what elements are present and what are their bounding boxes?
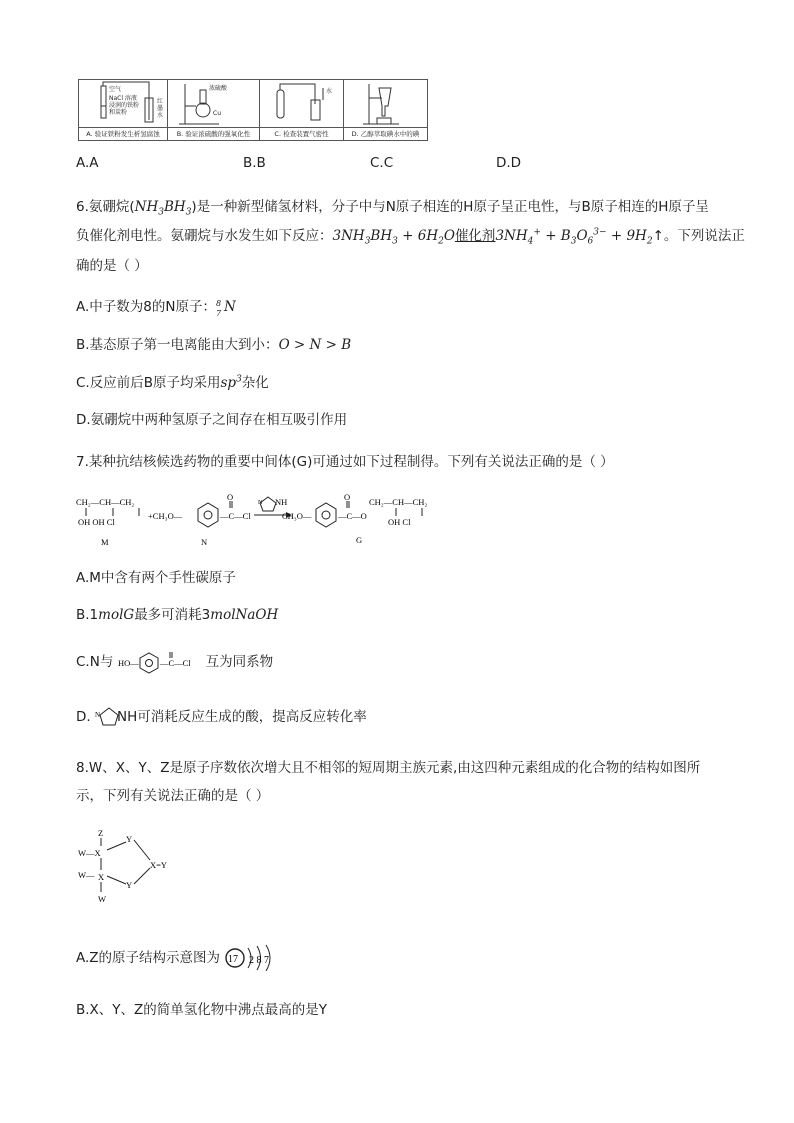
- q6-option-d: D.氨硼烷中两种氢原子之间存在相互吸引作用: [76, 412, 348, 428]
- q6-stem-line3: 确的是（ ）: [76, 258, 148, 274]
- q6-stem-line1: 6.氨硼烷$(NH_3BH_3)$是一种新型储氢材料，分子中与N原子相连的H原子呈正电性，与B原子相连的H原子呈: [76, 199, 709, 218]
- svg-text:—C—Cl: —C—Cl: [159, 658, 191, 668]
- svg-text:Z: Z: [98, 828, 104, 838]
- label-water: 水: [157, 112, 164, 119]
- label-nacl: NaCl 溶液: [109, 95, 137, 102]
- svg-text:W—: W—: [78, 870, 95, 880]
- q7-option-c: C.N与 HO— —C—Cl 互为同系物: [76, 650, 273, 674]
- svg-text:X: X: [98, 872, 105, 882]
- q5-option-d: D.D: [496, 155, 522, 171]
- svg-text:HO—: HO—: [117, 658, 139, 668]
- label-ink: 墨: [157, 105, 164, 112]
- svg-text:—C—Cl: —C—Cl: [220, 511, 251, 521]
- svg-text:Y: Y: [126, 880, 133, 890]
- svg-text:—C—O: —C—O: [338, 511, 367, 521]
- svg-text:CH₃O—: CH₃O—: [282, 511, 312, 521]
- svg-text:W—X: W—X: [78, 848, 101, 858]
- q7-option-a: A.M中含有两个手性碳原子: [76, 570, 236, 586]
- svg-text:X=Y: X=Y: [150, 860, 168, 870]
- svg-text:N: N: [258, 500, 263, 506]
- label-carbon: 和炭粉: [109, 109, 128, 116]
- caption-b: B. 验证浓硫酸的强氧化性: [168, 127, 259, 140]
- q6-stem-line2: 负催化剂电性。氨硼烷与水发生如下反应：$3NH_3BH_3 + 6H_2O$催化剂$3NH_4^+ + B_3O_6^{3-}$ + $9H_2↑$。下列说法正: [76, 227, 745, 247]
- svg-text:W: W: [98, 894, 107, 904]
- svg-text:N: N: [94, 711, 101, 719]
- q8-option-b: B.X、Y、Z的简单氢化物中沸点最高的是Y: [76, 1002, 328, 1018]
- label-air: 空气: [109, 86, 122, 93]
- label-cu: Cu: [213, 110, 221, 117]
- q7-option-d: D. N NH可消耗反应生成的酸，提高反应转化率: [76, 705, 367, 729]
- q6-option-b: B.基态原子第一电离能由大到小：O > N > B: [76, 337, 352, 353]
- svg-text:+CH₃O—: +CH₃O—: [148, 511, 183, 521]
- caption-c: C. 检查装置气密性: [260, 127, 343, 140]
- svg-text:17: 17: [228, 954, 239, 965]
- q6-option-c: C.反应前后B原子均采用$sp^3$杂化: [76, 374, 269, 391]
- q7-option-b: B.1molG最多可消耗3molNaOH: [76, 607, 279, 623]
- label-g: G: [356, 535, 363, 545]
- q7-reaction-scheme: [76, 493, 456, 549]
- label-red: 红: [157, 98, 164, 105]
- label-water-c: 水: [326, 88, 333, 95]
- svg-text:OH Cl: OH Cl: [388, 517, 411, 527]
- caption-d: D. 乙醇萃取碘水中的碘: [344, 127, 427, 140]
- svg-text:NH: NH: [275, 497, 288, 507]
- q5-option-b: B.B: [243, 155, 266, 171]
- svg-text:CH₂—CH—CH₂: CH₂—CH—CH₂: [76, 497, 135, 507]
- svg-text:O: O: [227, 493, 234, 502]
- q5-option-c: C.C: [370, 155, 394, 171]
- svg-text:CH₂—CH—CH₂: CH₂—CH—CH₂: [369, 497, 428, 507]
- q8-stem-line1: 8.W、X、Y、Z是原子序数依次增大且不相邻的短周期主族元素,由这四种元素组成的化合物的结构如图所: [76, 760, 701, 776]
- q6-option-a: A.中子数为8的N原子： 8 7 N: [76, 299, 236, 318]
- apparatus-figure: [78, 79, 428, 141]
- q5-option-a: A.A: [76, 155, 99, 171]
- q7-stem: 7.某种抗结核候选药物的重要中间体(G)可通过如下过程制得。下列有关说法正确的是（ ）: [76, 454, 614, 470]
- label-iron: 浸润的铁粉: [109, 102, 140, 109]
- caption-a: A. 验证铁粉发生析氢腐蚀: [79, 127, 167, 140]
- svg-text:O: O: [344, 493, 351, 502]
- q8-structure-diagram: [76, 828, 186, 908]
- q8-option-a: A.Z的原子结构示意图为 17 2 8 7: [76, 944, 284, 972]
- svg-text:2 8 7: 2 8 7: [249, 955, 270, 966]
- svg-text:OH OH Cl: OH OH Cl: [78, 517, 115, 527]
- svg-text:Y: Y: [126, 834, 133, 844]
- label-n: N: [201, 537, 208, 547]
- q8-stem-line2: 示，下列有关说法正确的是（ ）: [76, 788, 270, 804]
- label-conc-acid: 浓硫酸: [209, 85, 228, 92]
- hydroxy-benzoyl-chloride-structure: [118, 650, 206, 674]
- atomic-structure-diagram: [224, 944, 284, 972]
- label-m: M: [101, 537, 109, 547]
